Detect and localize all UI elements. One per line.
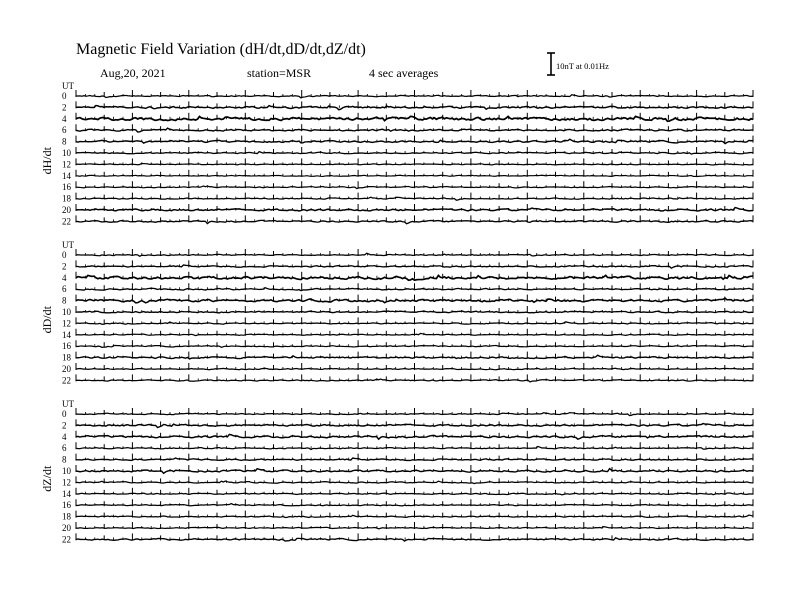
hour-label: 20	[62, 205, 71, 215]
hour-label: 16	[62, 182, 71, 193]
panel-label: dD/dt	[40, 306, 54, 334]
hour-label: 20	[62, 523, 71, 533]
hour-label: 22	[62, 534, 71, 545]
hour-label: 4	[62, 113, 67, 124]
hour-label: 6	[62, 125, 67, 136]
hour-label: 2	[62, 261, 67, 272]
panel-label: dH/dt	[40, 147, 54, 175]
hour-label: 10	[62, 307, 71, 317]
ut-label: UT	[62, 240, 74, 250]
hour-label: 16	[62, 500, 71, 511]
scale-bar-label: 10nT at 0.01Hz	[556, 61, 609, 71]
hour-label: 2	[62, 102, 67, 113]
hour-label: 8	[62, 136, 67, 147]
hour-label: 6	[62, 443, 67, 454]
averaging-label: 4 sec averages	[369, 66, 439, 80]
chart-title: Magnetic Field Variation (dH/dt,dD/dt,dZ/dt)	[76, 41, 366, 58]
ut-label: UT	[62, 399, 74, 409]
ut-label: UT	[62, 81, 74, 91]
hour-label: 22	[62, 375, 71, 386]
hour-label: 0	[62, 409, 67, 419]
panel-1	[40, 81, 753, 226]
scale-bar	[547, 53, 609, 75]
hour-label: 4	[62, 431, 67, 442]
station-label: station=MSR	[247, 66, 312, 80]
hour-label: 4	[62, 272, 67, 283]
hour-label: 10	[62, 466, 71, 476]
hour-label: 0	[62, 250, 67, 260]
panels-group	[40, 81, 753, 544]
panel-3	[40, 399, 753, 544]
hour-label: 22	[62, 216, 71, 227]
hour-label: 6	[62, 284, 67, 295]
panel-2	[40, 240, 753, 385]
hour-label: 8	[62, 295, 67, 306]
hour-label: 18	[62, 352, 71, 363]
hour-label: 14	[62, 170, 71, 181]
hour-label: 12	[62, 159, 71, 170]
hour-label: 16	[62, 341, 71, 352]
hour-label: 12	[62, 318, 71, 329]
hour-label: 18	[62, 511, 71, 522]
hour-label: 20	[62, 364, 71, 374]
hour-label: 14	[62, 329, 71, 340]
hour-label: 12	[62, 477, 71, 488]
hour-label: 8	[62, 454, 67, 465]
hour-label: 2	[62, 420, 67, 431]
hour-label: 0	[62, 91, 67, 101]
hour-label: 10	[62, 148, 71, 158]
hour-label: 18	[62, 193, 71, 204]
date-label: Aug,20, 2021	[100, 66, 166, 80]
hour-label: 14	[62, 488, 71, 499]
panel-label: dZ/dt	[40, 465, 54, 492]
